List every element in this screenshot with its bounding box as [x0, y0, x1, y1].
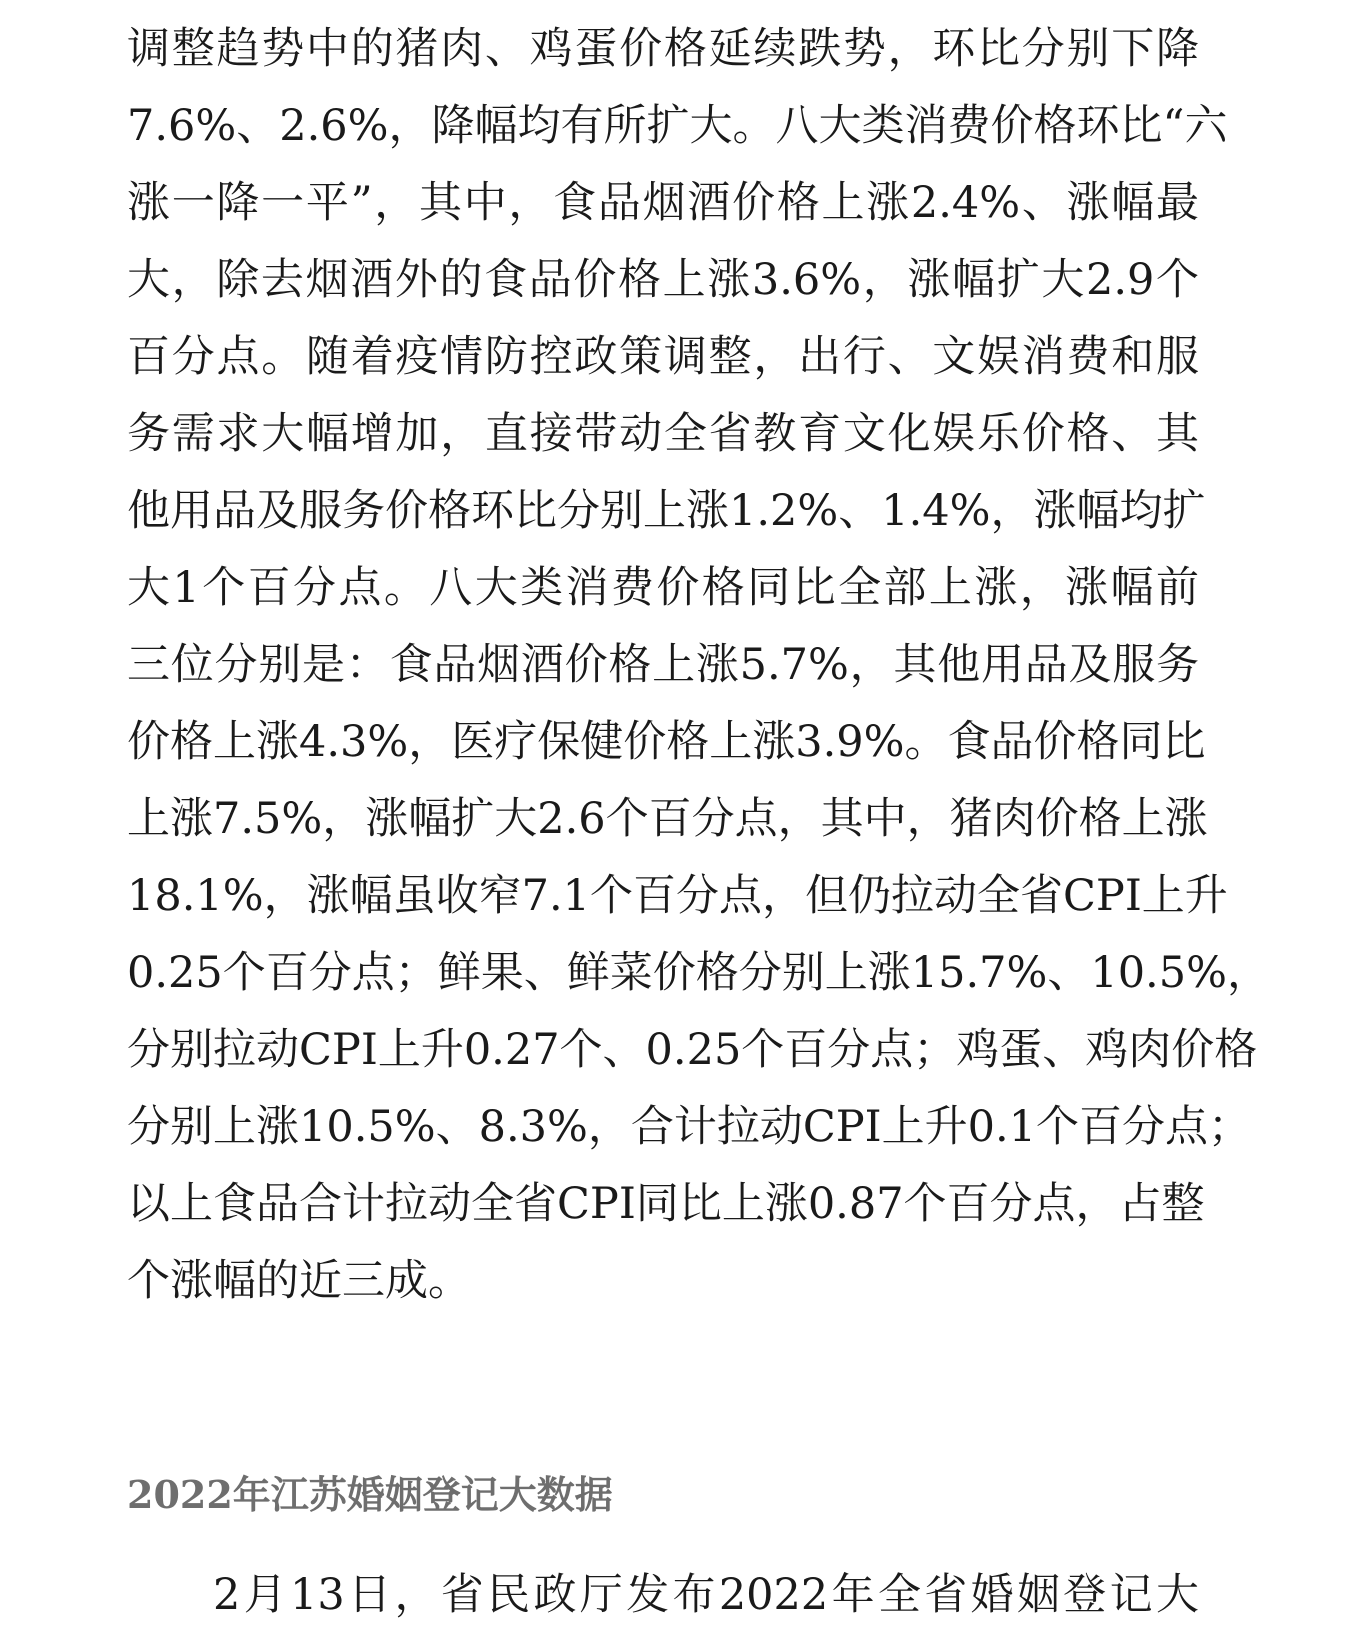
- paragraph-line: 上涨7.5%，涨幅扩大2.6个百分点，其中，猪肉价格上涨: [127, 794, 1208, 844]
- paragraph-line: 0.25个百分点；鲜果、鲜菜价格分别上涨15.7%、10.5%，: [127, 948, 1270, 998]
- paragraph-line: 18.1%，涨幅虽收窄7.1个百分点，但仍拉动全省CPI上升: [127, 871, 1228, 921]
- paragraph-line: 涨一降一平”，其中，食品烟酒价格上涨2.4%、涨幅最: [127, 178, 1199, 228]
- paragraph-line: 务需求大幅增加，直接带动全省教育文化娱乐价格、其: [127, 409, 1199, 459]
- paragraph-line: 大，除去烟酒外的食品价格上涨3.6%，涨幅扩大2.9个: [127, 255, 1199, 305]
- paragraph-line: 分别拉动CPI上升0.27个、0.25个百分点；鸡蛋、鸡肉价格: [127, 1025, 1258, 1075]
- paragraph-line: 他用品及服务价格环比分别上涨1.2%、1.4%，涨幅均扩: [127, 486, 1206, 536]
- paragraph-line: 分别上涨10.5%、8.3%，合计拉动CPI上升0.1个百分点；: [127, 1102, 1252, 1152]
- paragraph-line: 调整趋势中的猪肉、鸡蛋价格延续跌势，环比分别下降: [127, 24, 1199, 74]
- paragraph-line: 个涨幅的近三成。: [127, 1256, 471, 1306]
- paragraph-line: 百分点。随着疫情防控政策调整，出行、文娱消费和服: [127, 332, 1199, 382]
- paragraph-line: 价格上涨4.3%，医疗保健价格上涨3.9%。食品价格同比: [127, 717, 1206, 767]
- paragraph-line: 三位分别是：食品烟酒价格上涨5.7%，其他用品及服务: [127, 640, 1199, 690]
- paragraph-line: 大1个百分点。八大类消费价格同比全部上涨，涨幅前: [127, 563, 1199, 613]
- section-heading: 2022年江苏婚姻登记大数据: [127, 1472, 613, 1517]
- paragraph-line: 以上食品合计拉动全省CPI同比上涨0.87个百分点，占整: [127, 1179, 1205, 1229]
- paragraph-line: 2月13日，省民政厅发布2022年全省婚姻登记大: [213, 1570, 1199, 1620]
- paragraph-line: 7.6%、2.6%，降幅均有所扩大。八大类消费价格环比“六: [127, 101, 1228, 151]
